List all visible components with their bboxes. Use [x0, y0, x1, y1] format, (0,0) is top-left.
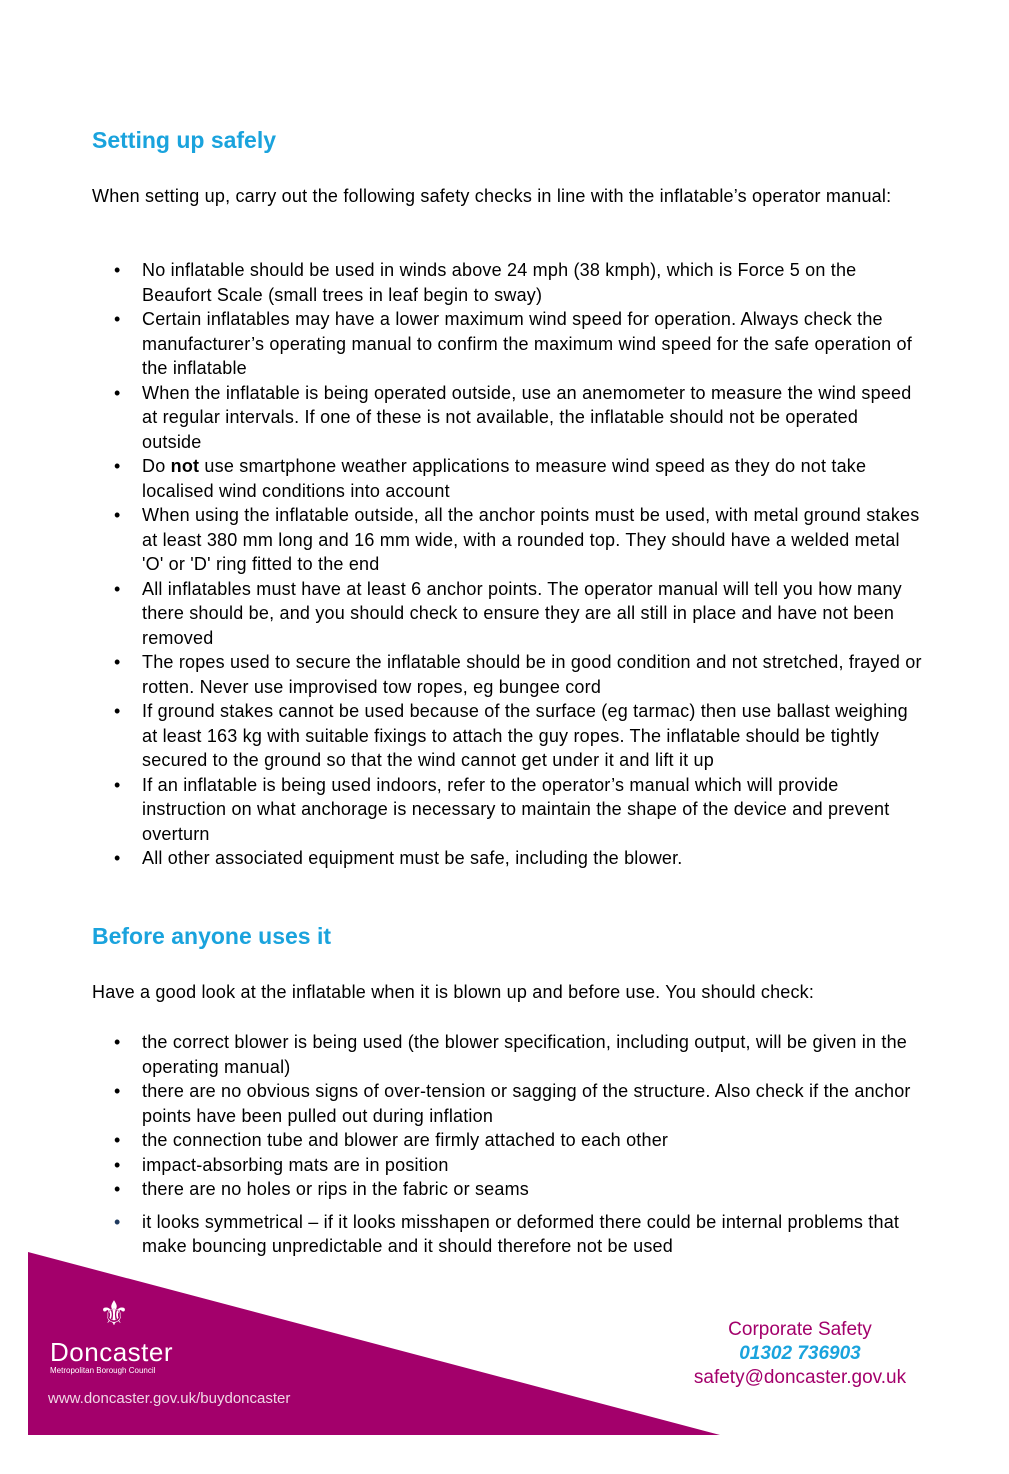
- list-item-text: impact-absorbing mats are in position: [142, 1154, 449, 1175]
- logo-name: Doncaster: [50, 1337, 173, 1367]
- list-item-text: Certain inflatables may have a lower maximum wind speed for operation. Always check the manufacturer’s operating manual to confirm the maximum wind speed for the safe operation of the inflatable: [142, 309, 912, 378]
- list-item-text: it looks symmetrical – if it looks misshapen or deformed there could be internal problems that make bouncing unpredictable and it should therefore not be used: [142, 1211, 900, 1256]
- setting-up-checklist: [92, 258, 922, 871]
- list-item: • All inflatables must have at least 6 anchor points. The operator manual will tell you how many there should be, and you should check to ensure they are all still in place and have not been removed: [114, 578, 902, 648]
- intro-before-use: Have a good look at the inflatable when it is blown up and before use. You should check:: [92, 982, 815, 1002]
- intro-setting-up: When setting up, carry out the following safety checks in line with the inflatable’s operator manual:: [92, 186, 892, 206]
- list-item-text: If an inflatable is being used indoors, refer to the operator’s manual which will provide instruction on what anchorage is necessary to maintain the shape of the device and prevent overturn: [142, 774, 890, 844]
- list-item: • When using the inflatable outside, all the anchor points must be used, with metal ground stakes at least 380 mm long and 16 mm wide, with a rounded top. They should have a welded metal 'O' or 'D' ring fitted to the end: [114, 505, 920, 574]
- footer-website[interactable]: www.doncaster.gov.uk/buydoncaster: [48, 1390, 291, 1407]
- list-item: • When the inflatable is being operated outside, use an anemometer to measure the wind speed at regular intervals. If one of these is not available, the inflatable should not be operated outside: [114, 382, 912, 452]
- heading-before-anyone-uses-it: Before anyone uses it: [92, 923, 332, 949]
- list-item-text: the connection tube and blower are firmly attached to each other: [142, 1130, 669, 1150]
- list-item: • the connection tube and blower are firmly attached to each other: [114, 1130, 669, 1150]
- list-item-text: the correct blower is being used (the blower specification, including output, will be given in the operating manual): [142, 1032, 908, 1077]
- contact-phone: 01302 736903: [739, 1343, 861, 1364]
- list-item-text: The ropes used to secure the inflatable should be in good condition and not stretched, frayed or rotten. Never use improvised tow ropes, eg bungee cord: [142, 652, 922, 697]
- list-item-text: No inflatable should be used in winds above 24 mph (38 kmph), which is Force 5 on the Beaufort Scale (small trees in leaf begin to sway): [142, 260, 857, 305]
- list-item-text: All inflatables must have at least 6 anchor points. The operator manual will tell you how many there should be, and you should check to ensure they are all still in place and have not been removed: [142, 578, 902, 648]
- list-item: • impact-absorbing mats are in position: [114, 1154, 449, 1175]
- list-item: • Do not use smartphone weather applications to measure wind speed as they do not take localised wind conditions into account: [114, 456, 867, 501]
- coat-of-arms-icon: ⚜: [98, 1295, 130, 1333]
- list-item-text: When the inflatable is being operated outside, use an anemometer to measure the wind speed at regular intervals. If one of these is not available, the inflatable should not be operated outside: [142, 382, 912, 452]
- heading-setting-up-safely: Setting up safely: [92, 127, 277, 153]
- list-item: • it looks symmetrical – if it looks misshapen or deformed there could be internal problems that make bouncing unpredictable and it should therefore not be used: [114, 1211, 900, 1256]
- list-item-text: use smartphone weather applications to measure wind speed as they do not take localised wind conditions into account: [142, 456, 867, 501]
- list-item-text: All other associated equipment must be safe, including the blower.: [142, 848, 683, 868]
- list-item: • No inflatable should be used in winds above 24 mph (38 kmph), which is Force 5 on the Beaufort Scale (small trees in leaf begin to sway): [114, 260, 857, 305]
- list-item-text: Do: [142, 456, 171, 476]
- list-item: • Certain inflatables may have a lower maximum wind speed for operation. Always check the manufacturer’s operating manual to confirm the maximum wind speed for the safe operation of the inflatable: [114, 309, 912, 378]
- list-item: • the correct blower is being used (the blower specification, including output, will be given in the operating manual): [114, 1032, 908, 1077]
- contact-email[interactable]: safety@doncaster.gov.uk: [693, 1367, 907, 1388]
- list-item: • If an inflatable is being used indoors, refer to the operator’s manual which will provide instruction on what anchorage is necessary to maintain the shape of the device and prevent overturn: [114, 774, 890, 844]
- contact-block: [670, 1318, 930, 1390]
- list-item: • If ground stakes cannot be used because of the surface (eg tarmac) then use ballast weighing at least 163 kg with suitable fixings to attach the guy ropes. The inflatable should be tightly secured to the ground so that the wind cannot get under it and lift it up: [114, 701, 908, 770]
- before-use-checklist: [92, 1030, 922, 1259]
- list-item-text: there are no obvious signs of over-tension or sagging of the structure. Also check if the anchor points have been pulled out during inflation: [142, 1081, 911, 1126]
- list-item: • The ropes used to secure the inflatable should be in good condition and not stretched, frayed or rotten. Never use improvised tow ropes, eg bungee cord: [114, 652, 922, 697]
- list-item-text: there are no holes or rips in the fabric or seams: [142, 1179, 529, 1199]
- doncaster-logo: [50, 1290, 290, 1407]
- list-item-text: If ground stakes cannot be used because of the surface (eg tarmac) then use ballast weighing at least 163 kg with suitable fixings to attach the guy ropes. The inflatable should be tightly secured to the ground so that the wind cannot get under it and lift it up: [142, 701, 908, 770]
- contact-department: Corporate Safety: [728, 1319, 872, 1340]
- list-item-text: When using the inflatable outside, all the anchor points must be used, with metal ground stakes at least 380 mm long and 16 mm wide, with a rounded top. They should have a welded metal 'O' or 'D' ring fitted to the end: [142, 505, 920, 574]
- logo-subtitle: Metropolitan Borough Council: [50, 1366, 156, 1375]
- list-item: • there are no holes or rips in the fabric or seams: [114, 1179, 529, 1199]
- emphasis-not: not: [170, 456, 200, 476]
- list-item: • All other associated equipment must be safe, including the blower.: [114, 848, 683, 868]
- list-item: • there are no obvious signs of over-tension or sagging of the structure. Also check if the anchor points have been pulled out during inflation: [114, 1081, 911, 1126]
